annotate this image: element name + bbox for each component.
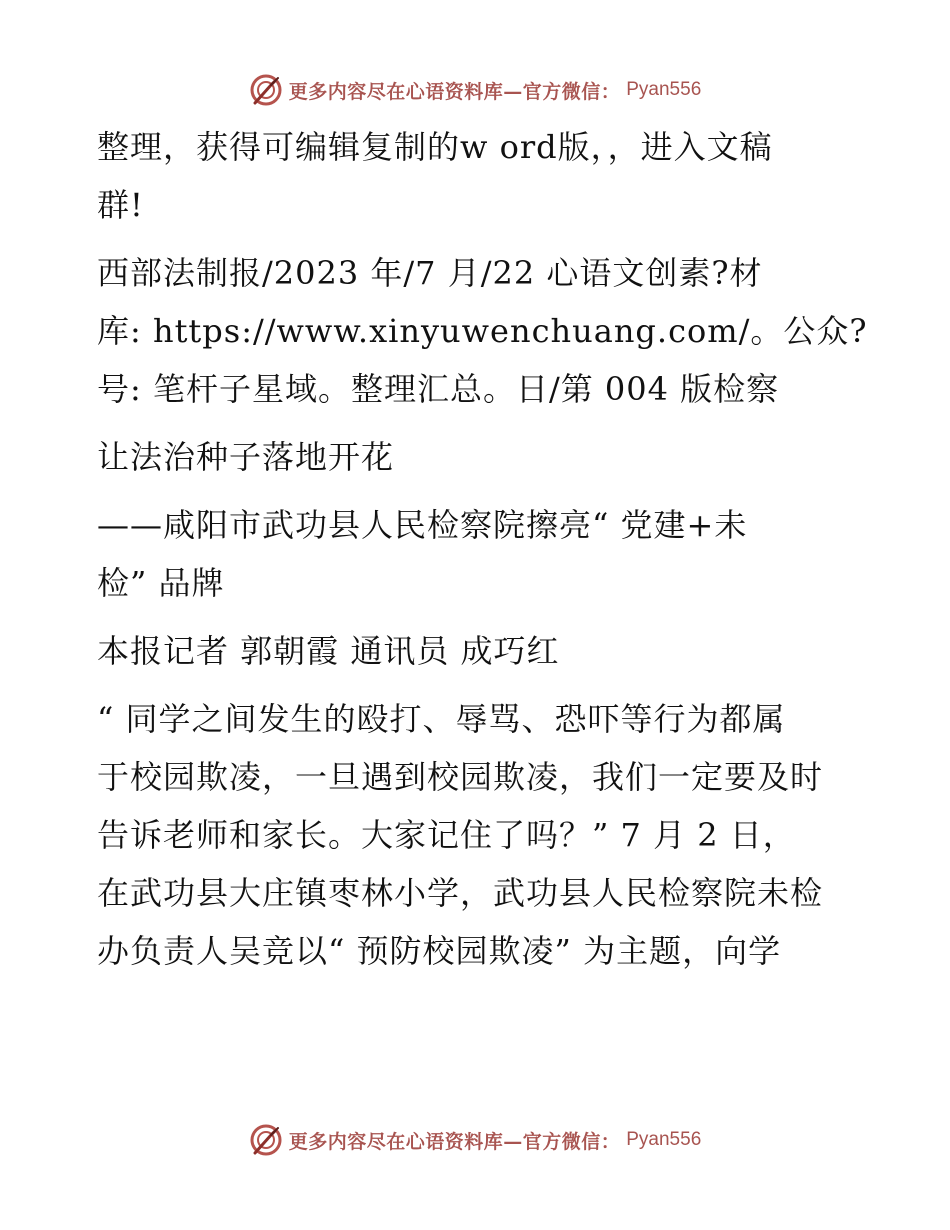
text-line: 检” 品牌: [97, 564, 225, 602]
paragraph-intro: [97, 118, 857, 234]
paragraph-source: [97, 244, 868, 418]
banner-wechat-id: Pyan556: [626, 1129, 702, 1150]
text-line: 让法治种子落地开花: [97, 438, 395, 476]
article-subtitle: [97, 496, 857, 612]
text-line: 群!: [97, 186, 144, 224]
brush-logo-icon: [249, 1123, 283, 1157]
text-line: 办负责人吴竞以“ 预防校园欺凌” 为主题，向学: [97, 932, 782, 970]
banner-text: 更多内容尽在心语资料库—官方微信：: [288, 80, 621, 103]
banner-text: 更多内容尽在心语资料库—官方微信：: [288, 1130, 621, 1153]
text-line: 号: 笔杆子星域。整理汇总。日/第 004 版检察: [97, 370, 780, 408]
banner-wechat-id: Pyan556: [626, 79, 702, 100]
text-line: 于校园欺凌，一旦遇到校园欺凌，我们一定要及时: [97, 758, 824, 796]
header-watermark-banner: [0, 70, 950, 110]
text-line: ——咸阳市武功县人民检察院擦亮“ 党建+未: [97, 506, 748, 544]
text-line: “ 同学之间发生的殴打、辱骂、恐吓等行为都属: [97, 700, 786, 738]
text-line: 告诉老师和家长。大家记住了吗？” 7 月 2 日，: [97, 816, 796, 854]
text-line: 西部法制报/2023 年/7 月/22 心语文创素?材: [97, 254, 763, 292]
paragraph-body: [97, 690, 857, 980]
document-body: [97, 118, 868, 990]
text-line: 整理，获得可编辑复制的w ord版，，进入文稿: [97, 128, 773, 166]
brush-logo-icon: [249, 73, 283, 107]
byline: [97, 622, 857, 680]
text-line: 本报记者 郭朝霞 通讯员 成巧红: [97, 632, 560, 670]
article-title: [97, 428, 857, 486]
footer-watermark-banner: [0, 1120, 950, 1160]
text-line: 库: https://www.xinyuwenchuang.com/。公众?: [97, 312, 868, 350]
text-line: 在武功县大庄镇枣林小学，武功县人民检察院未检: [97, 874, 824, 912]
